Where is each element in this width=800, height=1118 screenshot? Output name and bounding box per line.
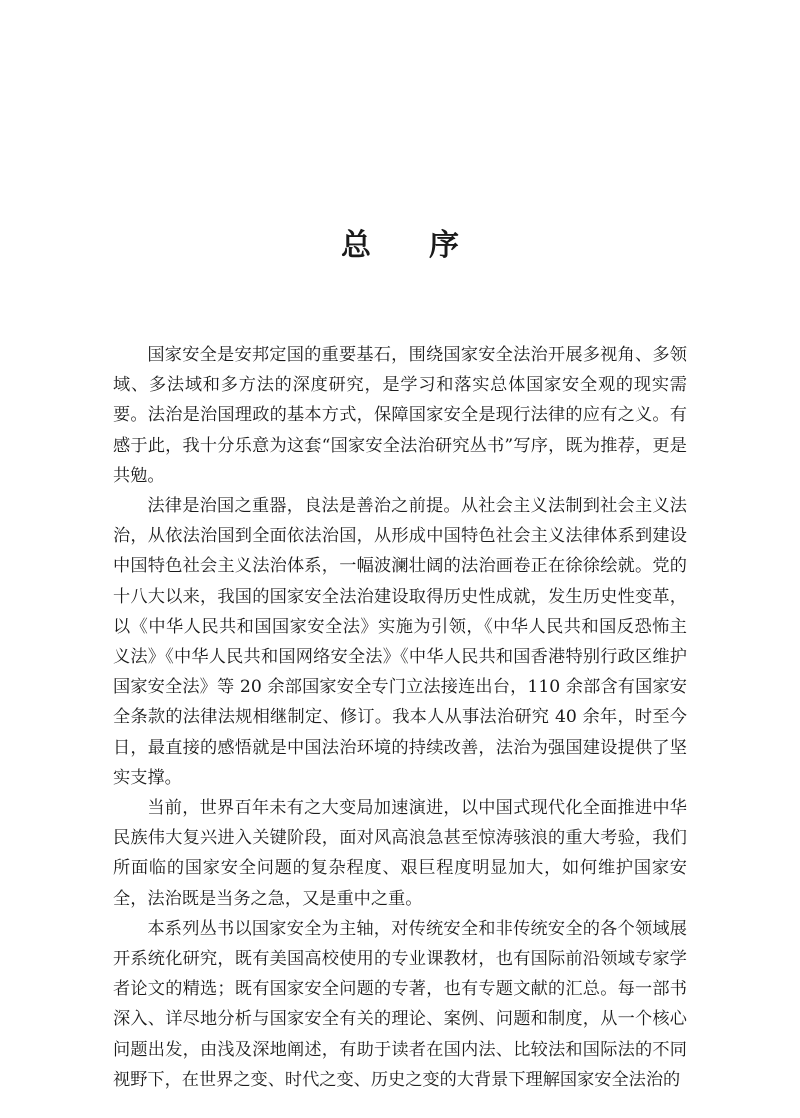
- paragraph-2: 法律是治国之重器，良法是善治之前提。从社会主义法制到社会主义法治，从依法治国到全面依法治国，从形成中国特色社会主义法律体系到建设中国特色社会主义法治体系，一幅波澜壮阔的法治画卷正在徐徐绘就。党的十八大以来，我国的国家安全法治建设取得历史性成就，发生历史性变革，以《中华人民共和国国家安全法》实施为引领，《中华人民共和国反恐怖主义法》《中华人民共和国网络安全法》《中华人民共和国香港特别行政区维护国家安全法》等 20 余部国家安全专门立法接连出台，110 余部含有国家安全条款的法律法规相继制定、修订。我本人从事法治研究 40 余年，时至今日，最直接的感悟就是中国法治环境的持续改善，法治为强国建设提供了坚实支撑。: [113, 496, 687, 788]
- paragraph-1: 国家安全是安邦定国的重要基石，围绕国家安全法治开展多视角、多领域、多法域和多方法的深度研究，是学习和落实总体国家安全观的现实需要。法治是治国理政的基本方式，保障国家安全是现行法律的应有之义。有感于此，我十分乐意为这套“国家安全法治研究丛书”写序，既为推荐，更是共勉。: [113, 345, 687, 486]
- title-char-1: 总: [341, 228, 371, 263]
- paragraph-4: 本系列丛书以国家安全为主轴，对传统安全和非传统安全的各个领域展开系统化研究，既有美国高校使用的专业课教材，也有国际前沿领域专家学者论文的精选；既有国家安全问题的专著，也有专题文献的汇总。每一部书深入、详尽地分析与国家安全有关的理论、案例、问题和制度，从一个核心问题出发，由浅及深地阐述，有助于读者在国内法、比较法和国际法的不同视野下，在世界之变、时代之变、历史之变的大背景下理解国家安全法治的: [113, 918, 687, 1090]
- title-char-2: 序: [429, 228, 459, 263]
- preface-body: [113, 340, 687, 1095]
- paragraph-3: 当前，世界百年未有之大变局加速演进，以中国式现代化全面推进中华民族伟大复兴进入关键阶段，面对风高浪急甚至惊涛骇浪的重大考验，我们所面临的国家安全问题的复杂程度、艰巨程度明显加大，如何维护国家安全，法治既是当务之急，又是重中之重。: [113, 798, 687, 909]
- page-title: [0, 220, 800, 264]
